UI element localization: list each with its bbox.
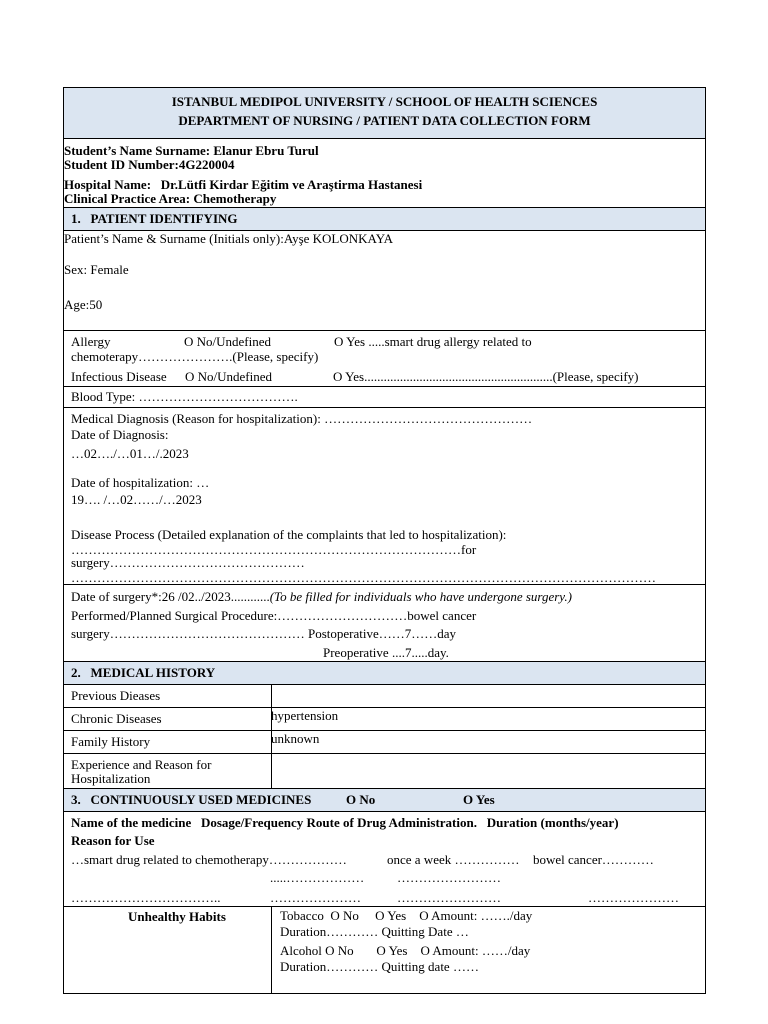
patient-name: Patient’s Name & Surname (Initials only):Ayşe KOLONKAYA [64, 231, 394, 246]
history-label-chronic: Chronic Diseases [71, 711, 162, 726]
medicine-reason: bowel cancer………… [533, 852, 654, 867]
surgical-procedure: Performed/Planned Surgical Procedure:…………………………bowel cancer [71, 608, 477, 623]
section2-title: 2. MEDICAL HISTORY [71, 665, 216, 680]
postoperative-days: surgery……………………………………… Postoperative……7……day [71, 626, 457, 641]
divider [63, 707, 706, 708]
divider [63, 753, 706, 754]
alcohol-duration: Duration………… Quitting date …… [280, 959, 479, 974]
divider [63, 730, 706, 731]
disease-process-line3: ……………………………………………………………………………………………………………………… [71, 570, 656, 585]
history-value-family[interactable]: unknown [271, 731, 320, 746]
header-title-line2: DEPARTMENT OF NURSING / PATIENT DATA COLLECTION FORM [178, 113, 591, 128]
medicines-yes-option[interactable]: O Yes [463, 792, 495, 807]
divider [63, 138, 706, 139]
student-id: Student ID Number:4G220004 [64, 157, 235, 172]
divider [63, 330, 706, 331]
allergy-no-option[interactable]: O No/Undefined [184, 334, 272, 349]
history-label-family: Family History [71, 734, 151, 749]
hospital-name: Hospital Name: Dr.Lütfi Kirdar Eğitim ve Araştirma Hastanesi [64, 177, 423, 192]
disease-process-label: Disease Process (Detailed explanation of the complaints that led to hospitalization): [71, 527, 507, 542]
history-label-hospitalization: Hospitalization [71, 771, 151, 786]
hospitalization-date-value: 19…. /…02……/…2023 [71, 492, 202, 507]
medicine-columns-header-2: Reason for Use [71, 833, 155, 848]
surgery-date-value: Date of surgery*:26 /02../2023............ [71, 589, 270, 604]
medicine-name: …smart drug related to chemotherapy……………… [71, 852, 347, 867]
header-title-line1: ISTANBUL MEDIPOL UNIVERSITY / SCHOOL OF HEALTH SCIENCES [171, 94, 598, 109]
history-label-experience: Experience and Reason for [71, 757, 212, 772]
section1-title: 1. PATIENT IDENTIFYING [71, 211, 238, 226]
infectious-no-option[interactable]: O No/Undefined [185, 369, 273, 384]
divider [63, 906, 706, 907]
history-value-chronic[interactable]: hypertension [271, 708, 339, 723]
medicine-columns-header: Name of the medicine Dosage/Frequency Route of Drug Administration. Duration (months/year) [71, 815, 619, 830]
medicine-blank: ………………… [270, 890, 361, 905]
medicine-frequency: once a week …………… [387, 852, 520, 867]
patient-sex: Sex: Female [64, 262, 129, 277]
divider [63, 684, 706, 685]
allergy-label: Allergy [71, 334, 111, 349]
habits-column-divider [271, 906, 272, 994]
allergy-specify: chemoterapy………………….(Please, specify) [71, 349, 319, 364]
medicine-blank: ………………… [588, 890, 679, 905]
tobacco-duration: Duration………… Quitting Date … [280, 924, 469, 939]
infectious-label: Infectious Disease [71, 369, 167, 384]
disease-process-line2: surgery……………………………………… [71, 555, 305, 570]
divider [63, 811, 706, 812]
patient-age: Age:50 [64, 297, 103, 312]
alcohol-row[interactable]: Alcohol O No O Yes O Amount: ……/day [280, 943, 531, 958]
tobacco-row[interactable]: Tobacco O No O Yes O Amount: ……./day [280, 908, 533, 923]
medical-diagnosis: Medical Diagnosis (Reason for hospitalization): ………………………………………… [71, 411, 533, 426]
infectious-yes-option[interactable]: O Yes..........................................................(Please, specify) [333, 369, 639, 384]
section3-title: 3. CONTINUOUSLY USED MEDICINES [71, 792, 312, 807]
surgery-date-note: (To be filled for individuals who have undergone surgery.) [269, 589, 572, 604]
blood-type: Blood Type: ………………………………. [71, 389, 298, 404]
diagnosis-date-value: …02…./…01…/.2023 [71, 446, 189, 461]
medicine-blank: …………………… [397, 870, 501, 885]
disease-process-line1: ………………………………………………………………………………for [71, 542, 477, 557]
history-label-previous: Previous Dieases [71, 688, 161, 703]
medicine-blank: …………………… [397, 890, 501, 905]
practice-area: Clinical Practice Area: Chemotherapy [64, 191, 277, 206]
student-name: Student’s Name Surname: Elanur Ebru Turul [64, 143, 319, 158]
divider [63, 386, 706, 387]
surgery-date [71, 589, 572, 604]
allergy-yes-option[interactable]: O Yes .....smart drug allergy related to [334, 334, 532, 349]
preoperative-days: Preoperative ....7.....day. [323, 645, 449, 660]
medicine-blank: …………………………….. [71, 890, 221, 905]
medicines-no-option[interactable]: O No [346, 792, 376, 807]
diagnosis-date-label: Date of Diagnosis: [71, 427, 169, 442]
medicine-blank: .....……………… [270, 870, 365, 885]
divider [63, 407, 706, 408]
hospitalization-date-label: Date of hospitalization: … [71, 475, 210, 490]
unhealthy-habits-label: Unhealthy Habits [128, 909, 226, 924]
